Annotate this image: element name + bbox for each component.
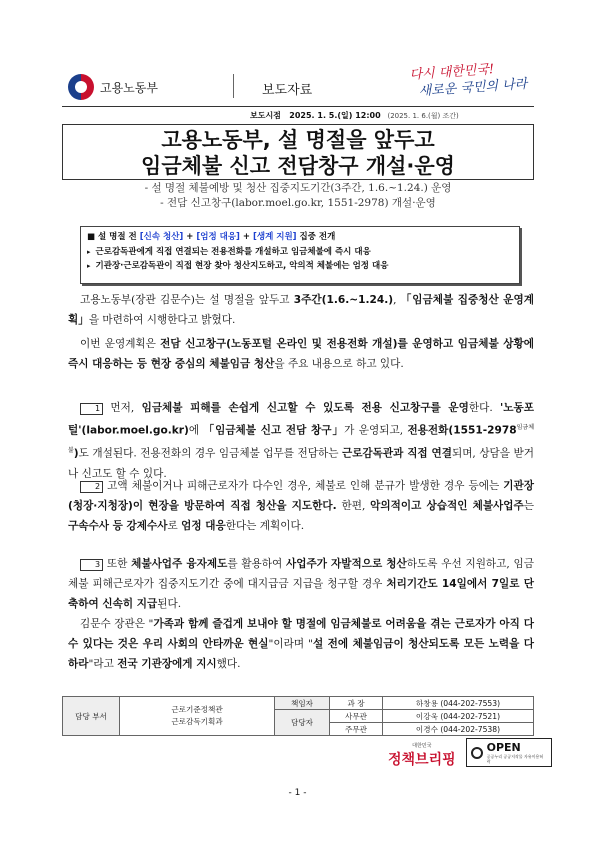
org-name: 고용노동부 bbox=[100, 80, 158, 95]
header-rule bbox=[62, 106, 534, 107]
slogan bbox=[409, 57, 551, 101]
resp-name: 하창용 (044-202-7553) bbox=[383, 697, 534, 710]
release-type: 보도자료 bbox=[262, 83, 313, 98]
embargo bbox=[250, 110, 459, 121]
subtitle-line1: - 설 명절 체불예방 및 청산 집중지도기간(3주간, 1.6.~1.24.) 운영 bbox=[144, 182, 452, 194]
arrow-right-icon: ▸ bbox=[87, 248, 91, 256]
summary-heading: ■ 설 명절 전 [신속 청산] + [엄정 대응] + [생계 지원] 집중 전개 bbox=[87, 232, 336, 242]
contact-table bbox=[62, 696, 534, 736]
item-number: 3 bbox=[80, 559, 103, 571]
staff-label: 담당자 bbox=[275, 710, 330, 736]
open-circle-icon bbox=[471, 747, 483, 759]
ministry-logo bbox=[68, 74, 158, 100]
summary-item: ▸ 기관장·근로감독관이 직접 현장 찾아 청산지도하고, 악의적 체불에는 엄정 대응 bbox=[87, 261, 389, 271]
tag-fast-settlement: [신속 청산] bbox=[139, 232, 184, 242]
paragraph-3: 1 먼저, 임금체불 피해를 손쉽게 신고할 수 있도록 전용 신고창구를 운영한다. '노동포털'(labor.moel.go.kr)에 「임금체불 신고 전담 창구」가 운영되고, 전용전화$(1551-2978^{임금체불})$도 개설된다. 전용전화의 경우 임금체불 업무를 전담하는 근로감독관과 직접 연결되며, 상담을 받거나 신고도 할 수 있다. bbox=[68, 402, 534, 480]
paragraph-4: 2 고액 체불이거나 피해근로자가 다수인 경우, 체불로 인해 분규가 발생한 경우 등에는 기관장(청장·지청장)이 현장을 방문하여 직접 청산을 지도한다. 한편, 악의적이고 상습적인 체불사업주는 구속수사 등 강제수사로 엄정 대응한다는 계획이다. bbox=[68, 480, 534, 533]
title-line2: 임금체불 신고 전담창구 개설·운영 bbox=[141, 154, 455, 178]
paragraph-5: 3 또한 체불사업주 융자제도를 활용하여 사업주가 자발적으로 청산하도록 우선 지원하고, 임금체불 피해근로자가 집중지도기간 중에 대지급금 지급을 청구할 경우 처리기간도 14일에서 7일로 단축하여 신속히 지급된다. bbox=[68, 558, 535, 611]
resp-label: 책임자 bbox=[275, 697, 330, 710]
item-number: 2 bbox=[80, 481, 103, 493]
staff2-role: 주무관 bbox=[330, 723, 383, 736]
embargo-label: 보도시점 bbox=[250, 111, 281, 120]
tag-strict-response: [엄정 대응] bbox=[196, 232, 240, 242]
footer-logos bbox=[388, 738, 552, 767]
paragraph-2: 이번 운영계획은 전담 신고창구(노동포털 온라인 및 전용전화 개설)를 운영하고 임금체불 상황에 즉시 대응하는 등 현장 중심의 체불임금 청산을 주요 내용으로 하고 있다. bbox=[68, 338, 534, 371]
staff2-name: 이경수 (044-202-7538) bbox=[383, 723, 534, 736]
embargo-note: (2025. 1. 6.(월) 조간) bbox=[387, 112, 459, 120]
item-number: 1 bbox=[80, 403, 103, 415]
staff1-role: 사무관 bbox=[330, 710, 383, 723]
subtitle bbox=[62, 181, 534, 211]
open-license-logo: OPEN 공공누리 공공저작물 자유이용허락 bbox=[466, 738, 552, 767]
title-box bbox=[62, 124, 534, 180]
paragraph-6: 김문수 장관은 "가족과 함께 즐겁게 보내야 할 명절에 임금체불로 어려움을 겪는 근로자가 아직 다수 있다는 것은 우리 사회의 안타까운 현실"이라며 "설 전에 체불임금이 청산되도록 모든 노력을 다하라"라고 전국 기관장에게 지시했다. bbox=[68, 618, 534, 671]
title-line1: 고용노동부, 설 명절을 앞두고 bbox=[161, 128, 435, 152]
subtitle-line2: - 전담 신고창구(labor.moel.go.kr, 1551-2978) 개설·운영 bbox=[160, 197, 436, 209]
slogan-line1: 다시 대한민국! bbox=[409, 62, 495, 83]
dept-names: 근로기준정책관 근로감독기획과 bbox=[120, 697, 275, 736]
summary-box bbox=[80, 226, 520, 284]
header-divider bbox=[233, 74, 234, 98]
dept-label: 담당 부서 bbox=[63, 697, 120, 736]
embargo-time: 2025. 1. 5.(일) 12:00 bbox=[289, 111, 381, 120]
summary-item: ▸ 근로감독관에게 직접 연결되는 전용전화를 개설하고 임금체불에 즉시 대응 bbox=[87, 247, 371, 257]
taegeuk-logo-icon bbox=[68, 74, 94, 100]
slogan-line2: 새로운 국민의 나라 bbox=[418, 76, 528, 100]
resp-role: 과 장 bbox=[330, 697, 383, 710]
page-number: - 1 - bbox=[288, 788, 307, 798]
staff1-name: 이강욱 (044-202-7521) bbox=[383, 710, 534, 723]
arrow-right-icon: ▸ bbox=[87, 262, 91, 270]
tag-livelihood-support: [생계 지원] bbox=[252, 232, 297, 242]
paragraph-1: 고용노동부(장관 김문수)는 설 명절을 앞두고 3주간(1.6.~1.24.), 「임금체불 집중청산 운영계획」을 마련하여 시행한다고 밝혔다. bbox=[68, 294, 534, 327]
policy-briefing-logo: 대한민국 정책브리핑 bbox=[388, 742, 456, 768]
